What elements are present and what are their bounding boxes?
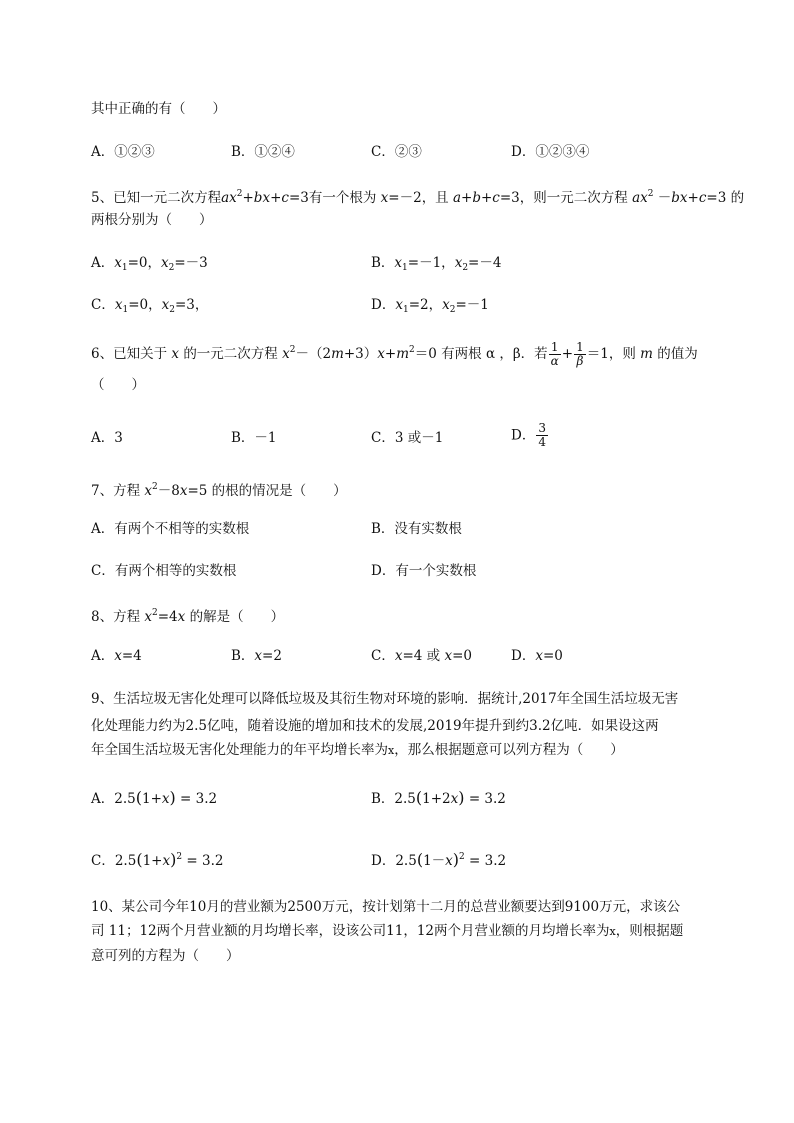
q6-option-d[interactable]: D． $\frac{3}{4}$ xyxy=(511,421,546,449)
q7-option-b[interactable]: B．没有实数根 xyxy=(371,521,462,537)
q9-option-d[interactable]: D．$2.5(1-x)^2 = 3.2$ xyxy=(371,850,507,869)
fraction-three-quarters: $\frac{3}{4}$ xyxy=(538,421,546,449)
q8-option-a[interactable]: A．x=4 xyxy=(91,648,142,664)
q4-option-b[interactable]: B．①②④ xyxy=(231,144,295,160)
q8-stem: 8、方程 $x^2=4x$ 的解是（ ） xyxy=(91,608,285,625)
q6-stem-line1: 6、已知关于 x 的一元二次方程 $x^2-(2m+3)x+m^2=0$ 有两根 α ，β．若 $\frac{1}{\alpha}$ + $\frac{1}{\beta}$ ＝1，则 m 的值为 xyxy=(91,340,698,368)
q5-option-c[interactable]: C．$x_1=0$，$x_2=3$， xyxy=(91,297,209,315)
q8-option-d[interactable]: D．x=0 xyxy=(511,648,563,664)
q9-option-b[interactable]: B．2.5(1+2x) = 3.2 xyxy=(371,788,506,807)
q8-option-b[interactable]: B．x=2 xyxy=(231,648,282,664)
q5-option-a[interactable]: A．$x_1=0$，$x_2=-3$ xyxy=(91,255,208,273)
q5-stem-line2: 两根分别为（ ） xyxy=(91,212,213,228)
q10-stem-line2: 司 11；12两个月营业额的月均增长率，设该公司11，12两个月营业额的月均增长率为x，则根据题 xyxy=(91,923,684,939)
q6-option-b[interactable]: B．－1 xyxy=(231,430,277,446)
q4-option-a[interactable]: A．①②③ xyxy=(91,144,155,160)
q6-stem-line2: （ ） xyxy=(91,377,145,393)
q4-option-c[interactable]: C．②③ xyxy=(371,144,422,160)
q7-option-d[interactable]: D．有一个实数根 xyxy=(371,563,477,579)
q9-stem-line3: 年全国生活垃圾无害化处理能力的年平均增长率为x，那么根据题意可以列方程为（ ） xyxy=(91,742,624,758)
q9-stem-line1: 9、生活垃圾无害化处理可以降低垃圾及其衍生物对环境的影响．据统计,2017年全国生活垃圾无害 xyxy=(91,691,679,707)
q7-option-c[interactable]: C．有两个相等的实数根 xyxy=(91,563,237,579)
q6-option-c[interactable]: C．3 或－1 xyxy=(371,430,444,446)
q7-option-a[interactable]: A．有两个不相等的实数根 xyxy=(91,521,250,537)
q6-option-a[interactable]: A．3 xyxy=(91,430,123,446)
q7-stem: 7、方程 $x^2-8x=5$ 的根的情况是（ ） xyxy=(91,482,347,499)
q10-stem-line1: 10、某公司今年10月的营业额为2500万元，按计划第十二月的总营业额要达到9100万元，求该公 xyxy=(91,899,681,915)
q9-stem-line2: 化处理能力约为2.5亿吨，随着设施的增加和技术的发展,2019年提升到约3.2亿吨．如果设这两 xyxy=(91,718,659,734)
intro-text: 其中正确的有（ ） xyxy=(91,101,226,117)
q5-stem-line1: 5、已知一元二次方程$ax^2+bx+c=3$有一个根为 x=－2，且 a+b+c=3，则一元二次方程 $ax^2 -bx+c=3$ 的 xyxy=(91,189,745,206)
q9-option-a[interactable]: A．2.5(1+x) = 3.2 xyxy=(91,788,218,807)
q8-option-c[interactable]: C．x=4 或 x=0 xyxy=(371,648,472,664)
q9-option-c[interactable]: C．$2.5(1+x)^2 = 3.2$ xyxy=(91,850,224,869)
q5-option-d[interactable]: D．$x_1=2$，$x_2=-1$ xyxy=(371,297,489,315)
q5-option-b[interactable]: B．$x_1=-1$，$x_2=-4$ xyxy=(371,255,502,273)
fraction-one-over-beta: $\frac{1}{\beta}$ xyxy=(576,340,584,368)
q10-stem-line3: 意可列的方程为（ ） xyxy=(91,948,240,964)
q4-option-d[interactable]: D．①②③④ xyxy=(511,144,590,160)
fraction-one-over-alpha: $\frac{1}{\alpha}$ xyxy=(550,340,559,368)
